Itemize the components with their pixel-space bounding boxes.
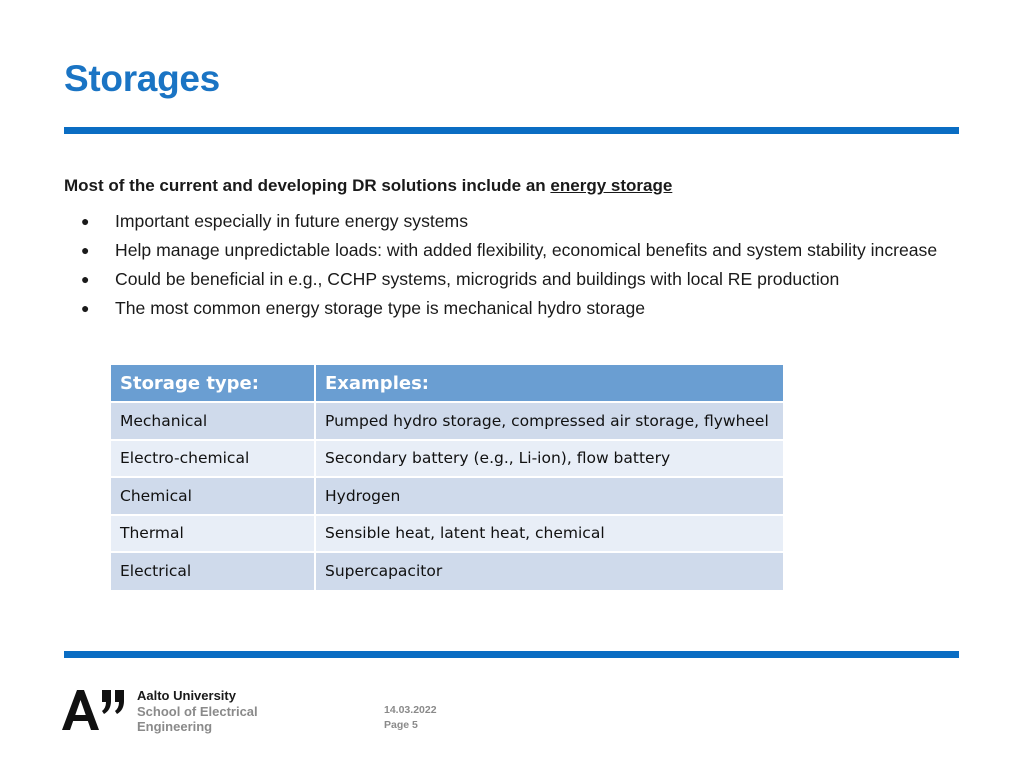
header-examples: Examples: [315, 365, 784, 402]
storage-type-cell: Chemical [111, 477, 315, 515]
bottom-divider [64, 651, 959, 658]
energy-storage-link[interactable]: energy storage [550, 176, 673, 195]
university-name [137, 688, 258, 735]
university-line: Aalto University [137, 688, 236, 703]
table-row [111, 515, 784, 553]
table-row [111, 477, 784, 515]
bullet-dot-icon: ● [81, 242, 90, 258]
table-row [111, 440, 784, 478]
school-line: School of Electrical [137, 703, 258, 719]
bullet-item: ● Help manage unpredictable loads: with added flexibility, economical benefits and system stability increase [64, 236, 954, 265]
storage-table [111, 365, 785, 590]
storage-type-cell: Thermal [111, 515, 315, 553]
bullet-item: ● Could be beneficial in e.g., CCHP systems, microgrids and buildings with local RE production [64, 265, 954, 294]
aalto-logo-icon [62, 688, 128, 732]
table-header-row [111, 365, 784, 402]
storage-type-cell: Mechanical [111, 402, 315, 440]
bullet-item: ● Important especially in future energy systems [64, 207, 954, 236]
bullet-list [64, 207, 954, 323]
table-row [111, 402, 784, 440]
bullet-item: ● The most common energy storage type is mechanical hydro storage [64, 294, 954, 323]
storage-type-cell: Electrical [111, 552, 315, 590]
storage-type-cell: Electro-chemical [111, 440, 315, 478]
examples-cell: Secondary battery (e.g., Li-ion), flow battery [315, 440, 784, 478]
examples-cell: Hydrogen [315, 477, 784, 515]
table-row [111, 552, 784, 590]
bullet-dot-icon: ● [81, 300, 90, 316]
slide-date: 14.03.2022 [384, 704, 437, 716]
slide-title: Storages [64, 58, 220, 99]
header-storage-type: Storage type: [111, 365, 315, 402]
page-number: Page 5 [384, 719, 418, 731]
bullet-dot-icon: ● [81, 271, 90, 287]
lead-text [64, 176, 672, 196]
bullet-dot-icon: ● [81, 213, 90, 229]
school-line: Engineering [137, 719, 213, 734]
slide-meta [384, 703, 437, 733]
top-divider [64, 127, 959, 134]
lead-text-body: Most of the current and developing DR solutions include an [64, 176, 551, 195]
examples-cell: Sensible heat, latent heat, chemical [315, 515, 784, 553]
examples-cell: Pumped hydro storage, compressed air storage, flywheel [315, 402, 784, 440]
examples-cell: Supercapacitor [315, 552, 784, 590]
